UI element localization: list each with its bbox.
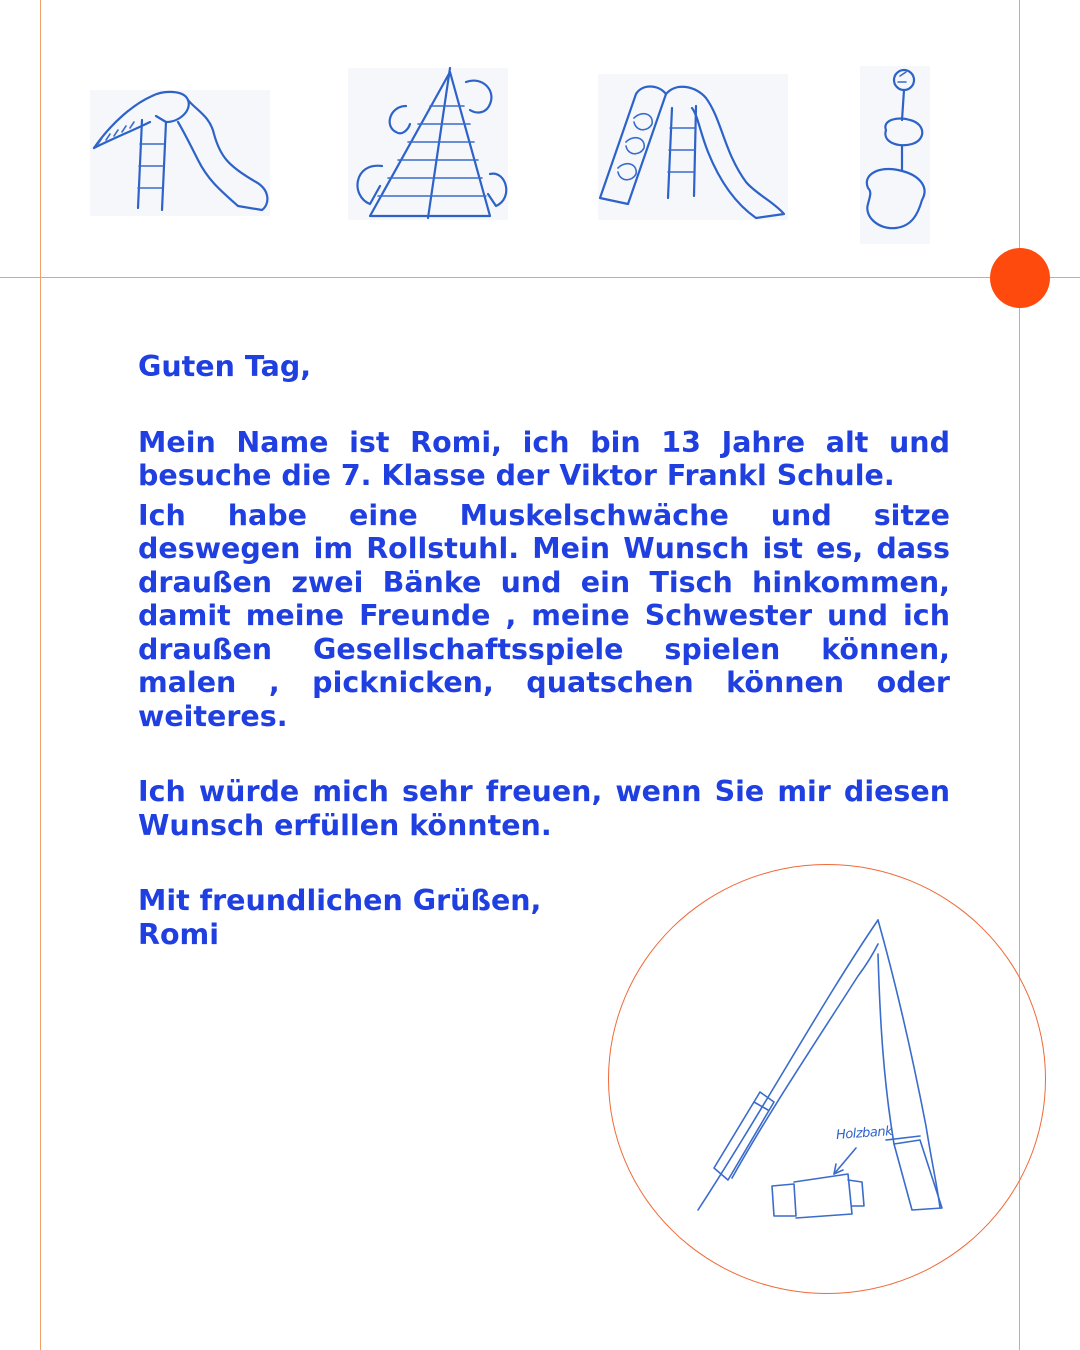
drawing-circle — [608, 864, 1046, 1294]
letter-closing: Mit freundlichen Grüßen, — [138, 884, 542, 917]
orange-dot — [990, 248, 1050, 308]
letter-paragraph-intro: Mein Name ist Romi, ich bin 13 Jahre alt und besuche die 7. Klasse der Viktor Frankl Schule. — [138, 425, 950, 492]
horizontal-guide-line — [0, 277, 1080, 278]
letter-paragraph-thanks: Ich würde mich sehr freuen, wenn Sie mir diesen Wunsch erfüllen könnten. — [138, 775, 950, 842]
holzbank-label: Holzbank — [835, 1124, 893, 1143]
left-guide-line — [40, 0, 41, 1350]
letter-signature: Romi — [138, 917, 219, 951]
letter-body — [138, 350, 950, 951]
slide-sketch-1 — [88, 86, 273, 218]
slide-sketch-2 — [596, 72, 790, 222]
climbing-frame-sketch — [346, 66, 511, 222]
a-frame-drawing — [608, 864, 1046, 1294]
letter-greeting: Guten Tag, — [138, 350, 312, 383]
letter-paragraph-wish: Ich habe eine Muskelschwäche und sitze deswegen im Rollstuhl. Mein Wunsch ist es, dass draußen zwei Bänke und ein Tisch hinkommen, damit meine Freunde , meine Schwester und ich draußen Gesellschaftsspiele spielen können, malen , picknicken, quatschen können oder weiteres. — [138, 498, 950, 733]
spring-rider-sketch — [858, 64, 932, 246]
